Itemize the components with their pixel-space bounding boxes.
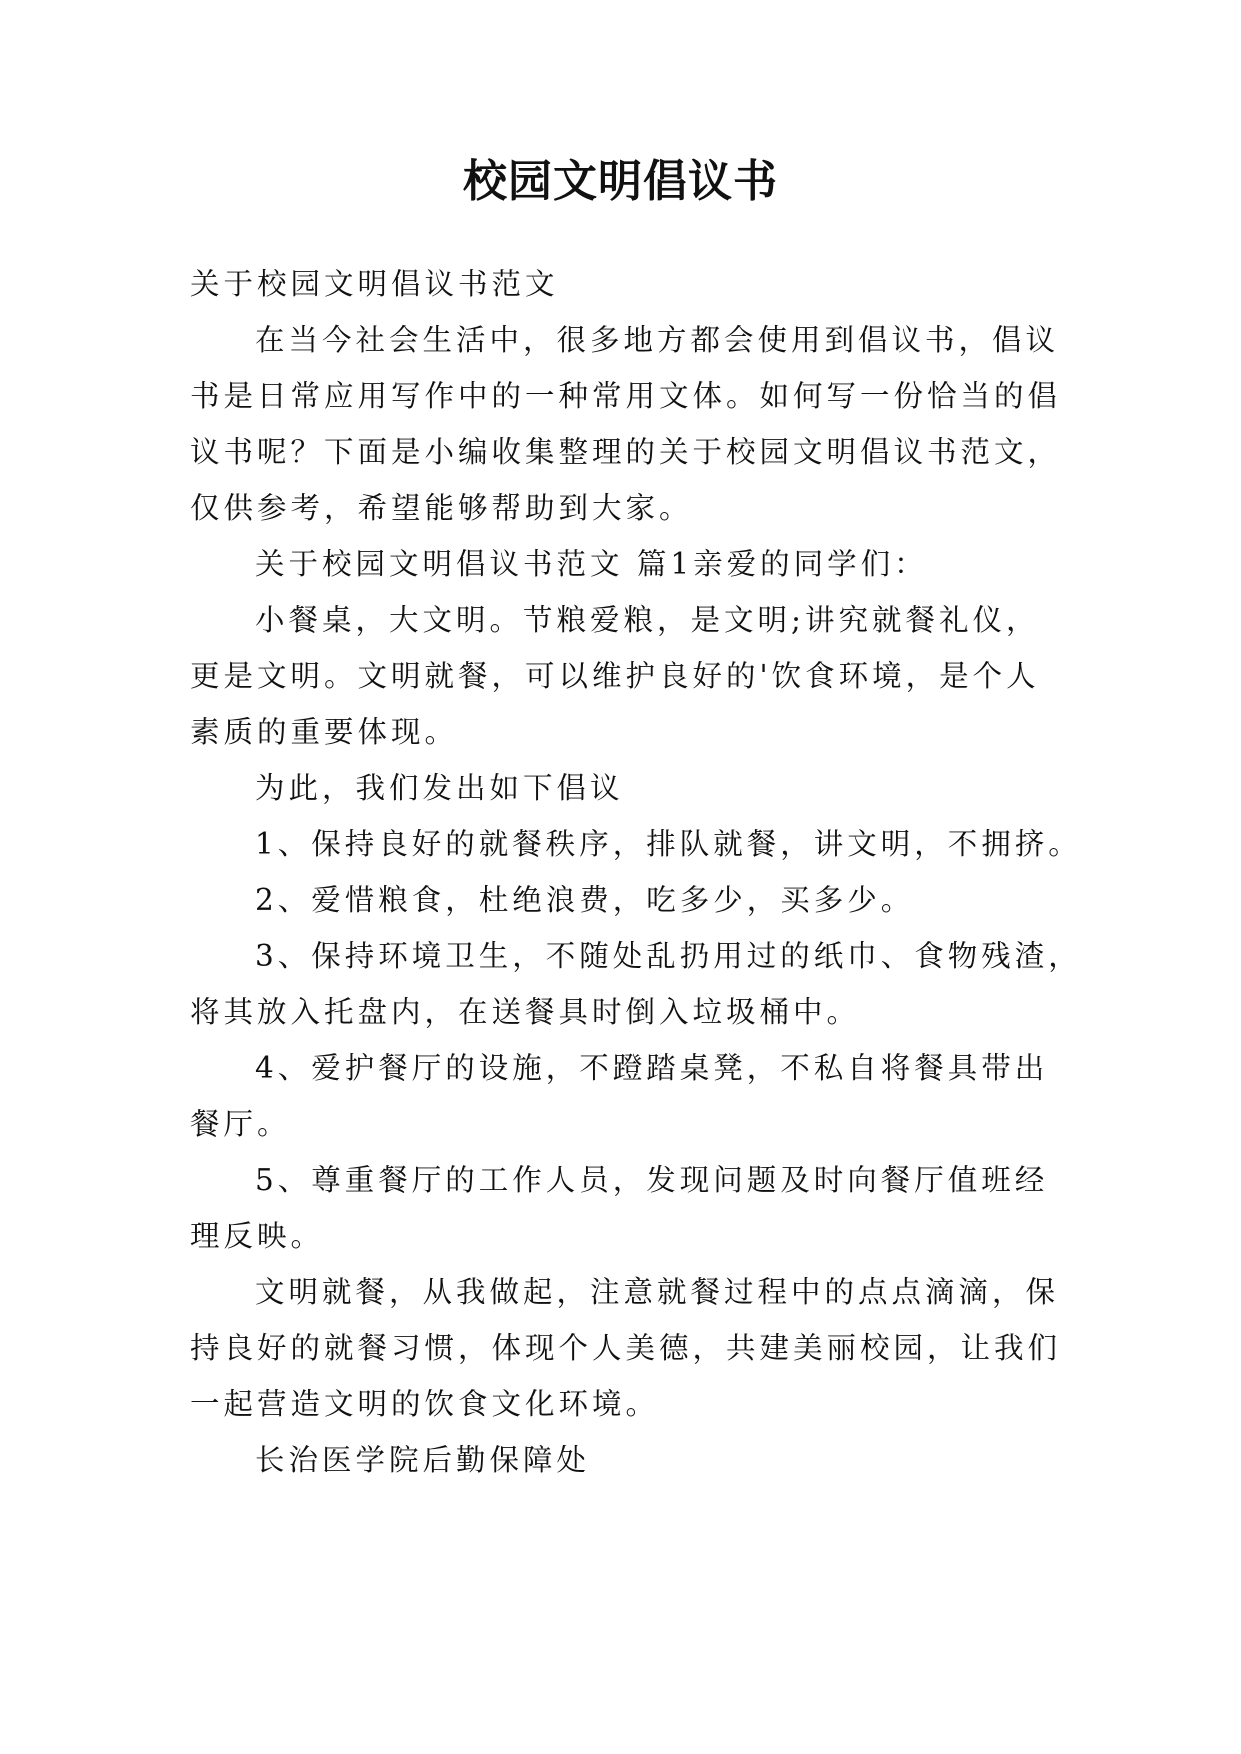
text-line: 在当今社会生活中，很多地方都会使用到倡议书，倡议 [255, 323, 1060, 357]
text-line: 1、保持良好的就餐秩序，排队就餐，讲文明，不拥挤。 [255, 827, 1082, 861]
text-line: 3、保持环境卫生，不随处乱扔用过的纸巾、食物残渣， [255, 939, 1082, 973]
text-line: 素质的重要体现。 [190, 715, 459, 749]
text-line: 持良好的就餐习惯，体现个人美德，共建美丽校园，让我们 [190, 1331, 1062, 1365]
text-line: 仅供参考，希望能够帮助到大家。 [190, 491, 693, 525]
text-line: 一起营造文明的饮食文化环境。 [190, 1387, 660, 1421]
text-line: 理反映。 [190, 1219, 325, 1253]
text-line: 4、爱护餐厅的设施，不蹬踏桌凳，不私自将餐具带出 [255, 1051, 1049, 1085]
text-line: 将其放入托盘内，在送餐具时倒入垃圾桶中。 [190, 995, 861, 1029]
text-line: 更是文明。文明就餐，可以维护良好的'饮食环境，是个人 [190, 659, 1040, 693]
subtitle-line: 关于校园文明倡议书范文 [190, 267, 559, 301]
text-line: 文明就餐，从我做起，注意就餐过程中的点点滴滴，保 [255, 1275, 1060, 1309]
text-line: 小餐桌，大文明。节粮爱粮，是文明;讲究就餐礼仪， [255, 603, 1040, 637]
document-title: 校园文明倡议书 [463, 156, 778, 207]
text-line: 议书呢？下面是小编收集整理的关于校园文明倡议书范文， [190, 435, 1062, 469]
signature-line: 长治医学院后勤保障处 [255, 1443, 591, 1477]
text-line: 关于校园文明倡议书范文 篇1亲爱的同学们： [255, 547, 928, 581]
text-line: 为此，我们发出如下倡议 [255, 771, 624, 805]
text-line: 2、爱惜粮食，杜绝浪费，吃多少，买多少。 [255, 883, 915, 917]
text-line: 5、尊重餐厅的工作人员，发现问题及时向餐厅值班经 [255, 1163, 1049, 1197]
text-line: 书是日常应用写作中的一种常用文体。如何写一份恰当的倡 [190, 379, 1062, 413]
text-line: 餐厅。 [190, 1107, 291, 1141]
